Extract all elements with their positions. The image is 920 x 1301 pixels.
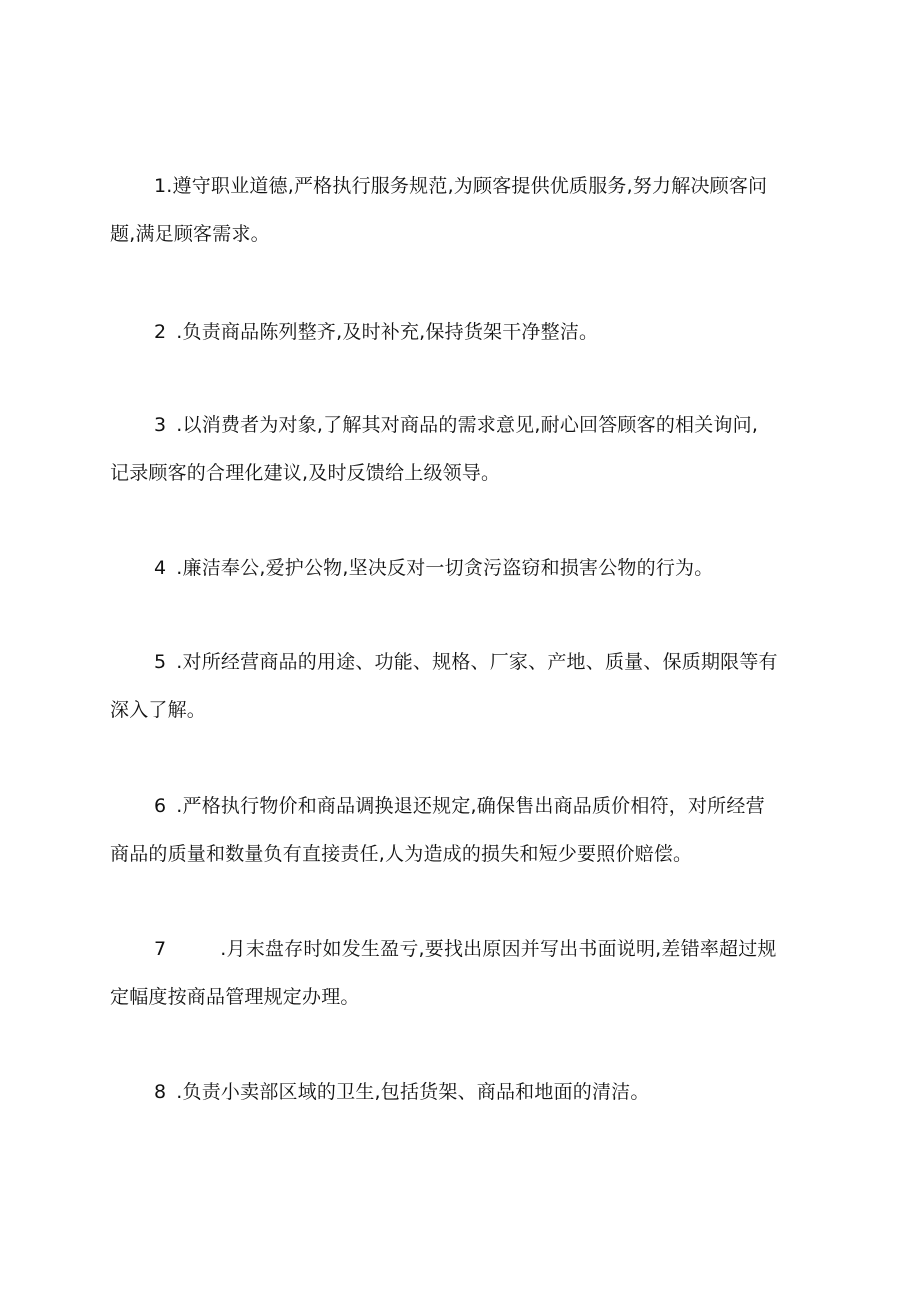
item-number: 2 xyxy=(154,321,167,343)
item-text-line: .以消费者为对象,了解其对商品的需求意见,耐心回答顾客的相关询问, xyxy=(176,414,759,436)
list-item-6 xyxy=(110,782,810,878)
list-item-4 xyxy=(110,544,810,592)
item-text-line: 记录顾客的合理化建议,及时反馈给上级领导。 xyxy=(110,462,501,484)
list-item-5 xyxy=(110,638,810,734)
item-text-line: 商品的质量和数量负有直接责任,人为造成的损失和短少要照价赔偿。 xyxy=(110,843,693,865)
item-text-line: .严格执行物价和商品调换退还规定,确保售出商品质价相符，对所经营 xyxy=(176,795,765,817)
item-number: 5 xyxy=(154,651,167,673)
item-text-line: 定幅度按商品管理规定办理。 xyxy=(110,986,360,1008)
item-text-line: 遵守职业道德,严格执行服务规范,为顾客提供优质服务,努力解决顾客问 xyxy=(172,175,768,197)
item-number: 4 xyxy=(154,557,167,579)
item-text-line: .月末盘存时如发生盈亏,要找出原因并写出书面说明,差错率超过规 xyxy=(220,938,777,960)
item-number: 7 xyxy=(154,938,167,960)
list-item-2 xyxy=(110,308,810,356)
list-item-7 xyxy=(110,925,810,1021)
item-text-line: 题,满足顾客需求。 xyxy=(110,223,270,245)
list-item-8 xyxy=(110,1068,810,1116)
item-text-line: .负责小卖部区域的卫生,包括货架、商品和地面的清洁。 xyxy=(176,1081,650,1103)
item-number: 3 xyxy=(154,414,167,436)
item-text-line: .廉洁奉公,爱护公物,坚决反对一切贪污盗窃和损害公物的行为。 xyxy=(176,557,714,579)
item-number: 8 xyxy=(154,1081,167,1103)
list-item-1 xyxy=(110,162,810,258)
item-number: 6 xyxy=(154,795,167,817)
item-number: 1. xyxy=(154,175,173,197)
list-item-3 xyxy=(110,401,810,497)
item-text-line: .负责商品陈列整齐,及时补充,保持货架干净整洁。 xyxy=(176,321,599,343)
item-text-line: 深入了解。 xyxy=(110,699,207,721)
item-text-line: .对所经营商品的用途、功能、规格、厂家、产地、质量、保质期限等有 xyxy=(176,651,778,673)
